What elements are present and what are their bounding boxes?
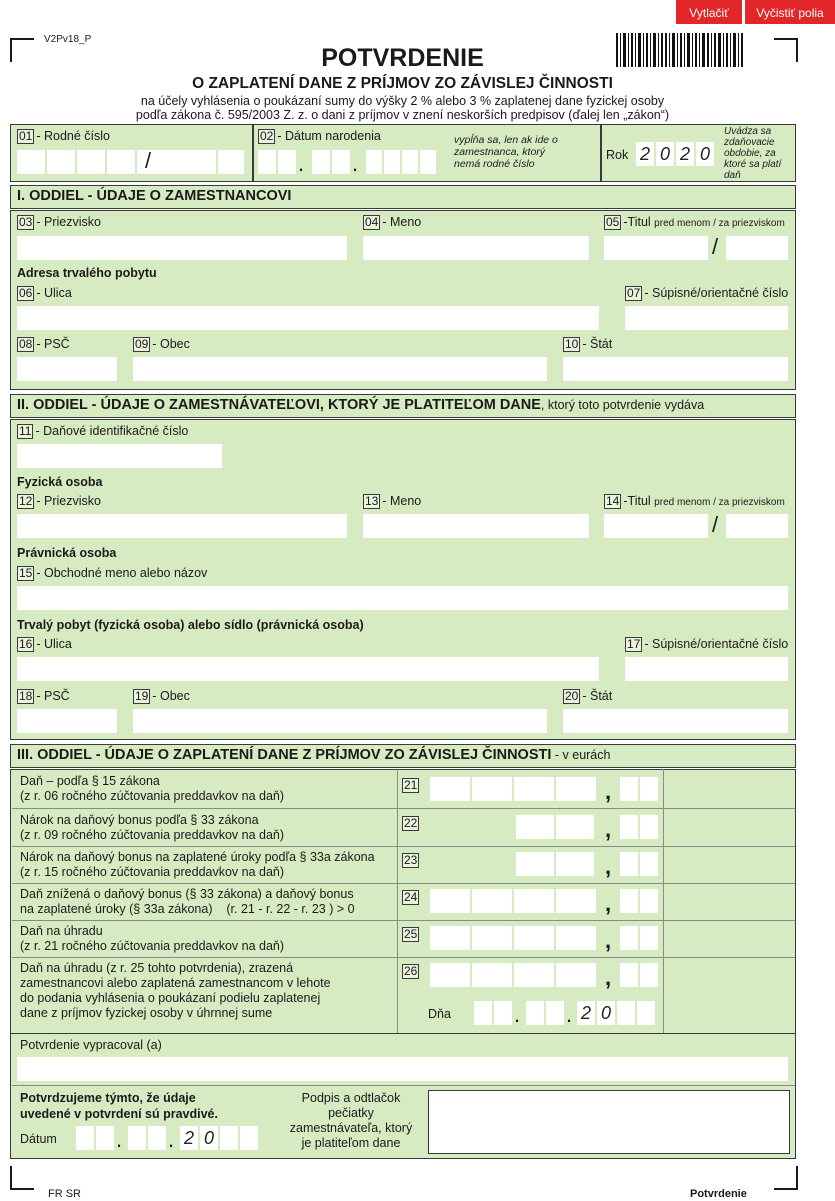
issue-date-day-input[interactable] bbox=[76, 1126, 116, 1150]
corner-mark-bottom-left bbox=[10, 1166, 34, 1190]
page-title: POTVRDENIE bbox=[321, 44, 484, 72]
slash-separator: / bbox=[145, 148, 152, 173]
field-03-label: 03 - Priezvisko bbox=[19, 215, 101, 229]
field-07-label: 07 - Súpisné/orientačné číslo bbox=[627, 286, 789, 300]
confirmation-text: Potvrdzujeme týmto, že údaje uvedené v potvrdení sú pravdivé. bbox=[20, 1091, 218, 1121]
date-dot: . bbox=[116, 1127, 123, 1152]
row-21-amount-input[interactable] bbox=[430, 777, 598, 801]
legal-person-heading: Právnická osoba bbox=[17, 546, 117, 560]
decimal-comma: , bbox=[605, 928, 612, 953]
row-22-number: 22 bbox=[404, 816, 418, 830]
row-23-cents-input[interactable] bbox=[620, 852, 660, 876]
employer-postal-code-input[interactable] bbox=[17, 709, 117, 733]
employer-city-input[interactable] bbox=[133, 709, 547, 733]
row-26-number: 26 bbox=[404, 964, 418, 978]
row-25-cents-input[interactable] bbox=[620, 926, 660, 950]
year-label: Rok bbox=[606, 148, 629, 162]
house-number-input[interactable] bbox=[625, 306, 788, 330]
page-description-line2: podľa zákona č. 595/2003 Z. z. o dani z príjmov v znení neskorších predpisov (ďalej len „zákon“) bbox=[135, 108, 670, 122]
field-08-label: 08 - PSČ bbox=[19, 337, 70, 351]
employer-house-number-input[interactable] bbox=[625, 657, 788, 681]
residence-heading: Trvalý pobyt (fyzická osoba) alebo sídlo (právnická osoba) bbox=[17, 618, 364, 632]
signature-label: Podpis a odtlačok pečiatky zamestnávateľa, ktorý je platiteľom dane bbox=[289, 1091, 413, 1150]
footer-left-text: FR SR bbox=[48, 1188, 81, 1200]
date-dot: . bbox=[514, 1002, 521, 1027]
row-22-cents-input[interactable] bbox=[620, 815, 660, 839]
field-17-label: 17 - Súpisné/orientačné číslo bbox=[627, 637, 789, 651]
employer-surname-input[interactable] bbox=[17, 514, 347, 538]
row-24-cents-input[interactable] bbox=[620, 889, 660, 913]
row-21-cents-input[interactable] bbox=[620, 777, 660, 801]
field-02-label: 02 - Dátum narodenia bbox=[260, 129, 381, 143]
tax-id-input[interactable] bbox=[17, 444, 222, 468]
row-26-cents-input[interactable] bbox=[620, 963, 660, 987]
tax-year-input[interactable]: 2 0 2 0 bbox=[636, 142, 716, 166]
date-label: Dátum bbox=[20, 1132, 57, 1146]
corner-mark-bottom-right bbox=[774, 1166, 798, 1190]
title-after-input[interactable] bbox=[726, 236, 788, 260]
prepared-by-input[interactable] bbox=[17, 1057, 788, 1081]
postal-code-input[interactable] bbox=[17, 357, 117, 381]
page-description-line1: na účely vyhlásenia o poukázaní sumy do výšky 2 % alebo 3 % zaplatenej dane fyzickej osoby bbox=[140, 94, 665, 108]
employer-first-name-input[interactable] bbox=[363, 514, 589, 538]
field-15-label: 15 - Obchodné meno alebo názov bbox=[19, 566, 208, 580]
row-24-label: Daň znížená o daňový bonus (§ 33 zákona) a daňový bonus na zaplatené úroky (§ 33a zákona) (r. 21 - r. 22 - r. 23 ) > 0 bbox=[20, 887, 355, 916]
birth-date-year-input[interactable] bbox=[366, 150, 438, 174]
field-16-label: 16 - Ulica bbox=[19, 637, 72, 651]
decimal-comma: , bbox=[605, 965, 612, 990]
signature-box[interactable] bbox=[428, 1090, 790, 1154]
row-24-amount-input[interactable] bbox=[430, 889, 598, 913]
row-23-number: 23 bbox=[404, 853, 418, 867]
clear-fields-button[interactable]: Vyčistiť polia bbox=[745, 0, 835, 24]
field-01-label: 01 - Rodné číslo bbox=[19, 129, 111, 143]
page-subtitle: O ZAPLATENÍ DANE Z PRÍJMOV ZO ZÁVISLEJ ČINNOSTI bbox=[192, 75, 613, 92]
form-code: V2Pv18_P bbox=[44, 34, 92, 45]
field-05-label: 05 -Titul pred menom / za priezviskom bbox=[606, 215, 785, 229]
birth-number-input-b[interactable] bbox=[162, 150, 246, 174]
row-25-number: 25 bbox=[404, 927, 418, 941]
decimal-comma: , bbox=[605, 891, 612, 916]
date-dot: . bbox=[298, 151, 305, 176]
title-before-input[interactable] bbox=[604, 236, 708, 260]
birthdate-note: vypĺňa sa, len ak ide o zamestnanca, ktorý nemá rodné číslo bbox=[454, 134, 558, 170]
issue-date-year-input[interactable]: 2 0 bbox=[180, 1126, 260, 1150]
row-26-date-day-input[interactable] bbox=[474, 1001, 514, 1025]
field-19-label: 19 - Obec bbox=[135, 689, 190, 703]
employer-street-input[interactable] bbox=[17, 657, 599, 681]
company-name-input[interactable] bbox=[17, 586, 788, 610]
field-13-label: 13 - Meno bbox=[365, 494, 422, 508]
address-heading: Adresa trvalého pobytu bbox=[17, 266, 157, 280]
field-20-label: 20 - Štát bbox=[565, 689, 613, 703]
row-26-date-month-input[interactable] bbox=[526, 1001, 566, 1025]
section-2-title: II. ODDIEL - ÚDAJE O ZAMESTNÁVATEĽOVI, KTORÝ JE PLATITEĽOM DANE, ktorý toto potvrdenie vydáva bbox=[10, 394, 796, 418]
row-24-number: 24 bbox=[404, 890, 418, 904]
date-dot: . bbox=[352, 151, 359, 176]
footer-right-text: Potvrdenie bbox=[690, 1188, 747, 1200]
title-slash: / bbox=[712, 512, 719, 537]
row-25-label: Daň na úhradu (z r. 21 ročného zúčtovania preddavkov na daň) bbox=[20, 924, 285, 953]
row-21-number: 21 bbox=[404, 778, 418, 792]
date-dot: . bbox=[566, 1002, 573, 1027]
birth-date-month-input[interactable] bbox=[312, 150, 352, 174]
row-26-date-year-input[interactable]: 2 0 bbox=[577, 1001, 657, 1025]
issue-date-month-input[interactable] bbox=[128, 1126, 168, 1150]
first-name-input[interactable] bbox=[363, 236, 589, 260]
row-26-date-label: Dňa bbox=[428, 1007, 451, 1021]
field-10-label: 10 - Štát bbox=[565, 337, 613, 351]
date-dot: . bbox=[168, 1127, 175, 1152]
employer-title-after-input[interactable] bbox=[726, 514, 788, 538]
field-04-label: 04 - Meno bbox=[365, 215, 422, 229]
title-slash: / bbox=[712, 234, 719, 259]
field-14-label: 14 -Titul pred menom / za priezviskom bbox=[606, 494, 785, 508]
country-input[interactable] bbox=[563, 357, 788, 381]
prepared-by-label: Potvrdenie vypracoval (a) bbox=[20, 1038, 162, 1052]
period-note: Uvádza sa zdaňovacie obdobie, za ktoré sa platí daň bbox=[724, 126, 782, 181]
row-23-label: Nárok na daňový bonus na zaplatené úroky podľa § 33a zákona (z r. 15 ročného zúčtovania preddavkov na daň) bbox=[20, 850, 375, 879]
street-input[interactable] bbox=[17, 306, 599, 330]
field-12-label: 12 - Priezvisko bbox=[19, 494, 101, 508]
section-3-title: III. ODDIEL - ÚDAJE O ZAPLATENÍ DANE Z PRÍJMOV ZO ZÁVISLEJ ČINNOSTI - v eurách bbox=[10, 744, 796, 768]
field-11-label: 11 - Daňové identifikačné číslo bbox=[19, 424, 189, 438]
natural-person-heading: Fyzická osoba bbox=[17, 475, 103, 489]
row-25-amount-input[interactable] bbox=[430, 926, 598, 950]
decimal-comma: , bbox=[605, 817, 612, 842]
row-22-amount-input[interactable] bbox=[516, 815, 596, 839]
city-input[interactable] bbox=[133, 357, 547, 381]
field-06-label: 06 - Ulica bbox=[19, 286, 72, 300]
field-09-label: 09 - Obec bbox=[135, 337, 190, 351]
row-21-label: Daň – podľa § 15 zákona (z r. 06 ročného zúčtovania preddavkov na daň) bbox=[20, 774, 285, 803]
section-1-title: I. ODDIEL - ÚDAJE O ZAMESTNANCOVI bbox=[10, 185, 796, 209]
row-22-label: Nárok na daňový bonus podľa § 33 zákona (z r. 09 ročného zúčtovania preddavkov na daň) bbox=[20, 813, 285, 842]
decimal-comma: , bbox=[605, 854, 612, 879]
employer-country-input[interactable] bbox=[563, 709, 788, 733]
birth-date-day-input[interactable] bbox=[258, 150, 298, 174]
employer-title-before-input[interactable] bbox=[604, 514, 708, 538]
print-button[interactable]: Vytlačiť bbox=[676, 0, 742, 24]
row-26-amount-input[interactable] bbox=[430, 963, 598, 987]
row-23-amount-input[interactable] bbox=[516, 852, 596, 876]
decimal-comma: , bbox=[605, 779, 612, 804]
row-26-label: Daň na úhradu (z r. 25 tohto potvrdenia), zrazená zamestnancovi alebo zaplatená zamestnancom v lehote do podania vyhlásenia o poukázaní podielu zaplatenej dane z príjmov fyzickej osoby v úhrnnej sume bbox=[20, 961, 331, 1020]
field-18-label: 18 - PSČ bbox=[19, 689, 70, 703]
surname-input[interactable] bbox=[17, 236, 347, 260]
